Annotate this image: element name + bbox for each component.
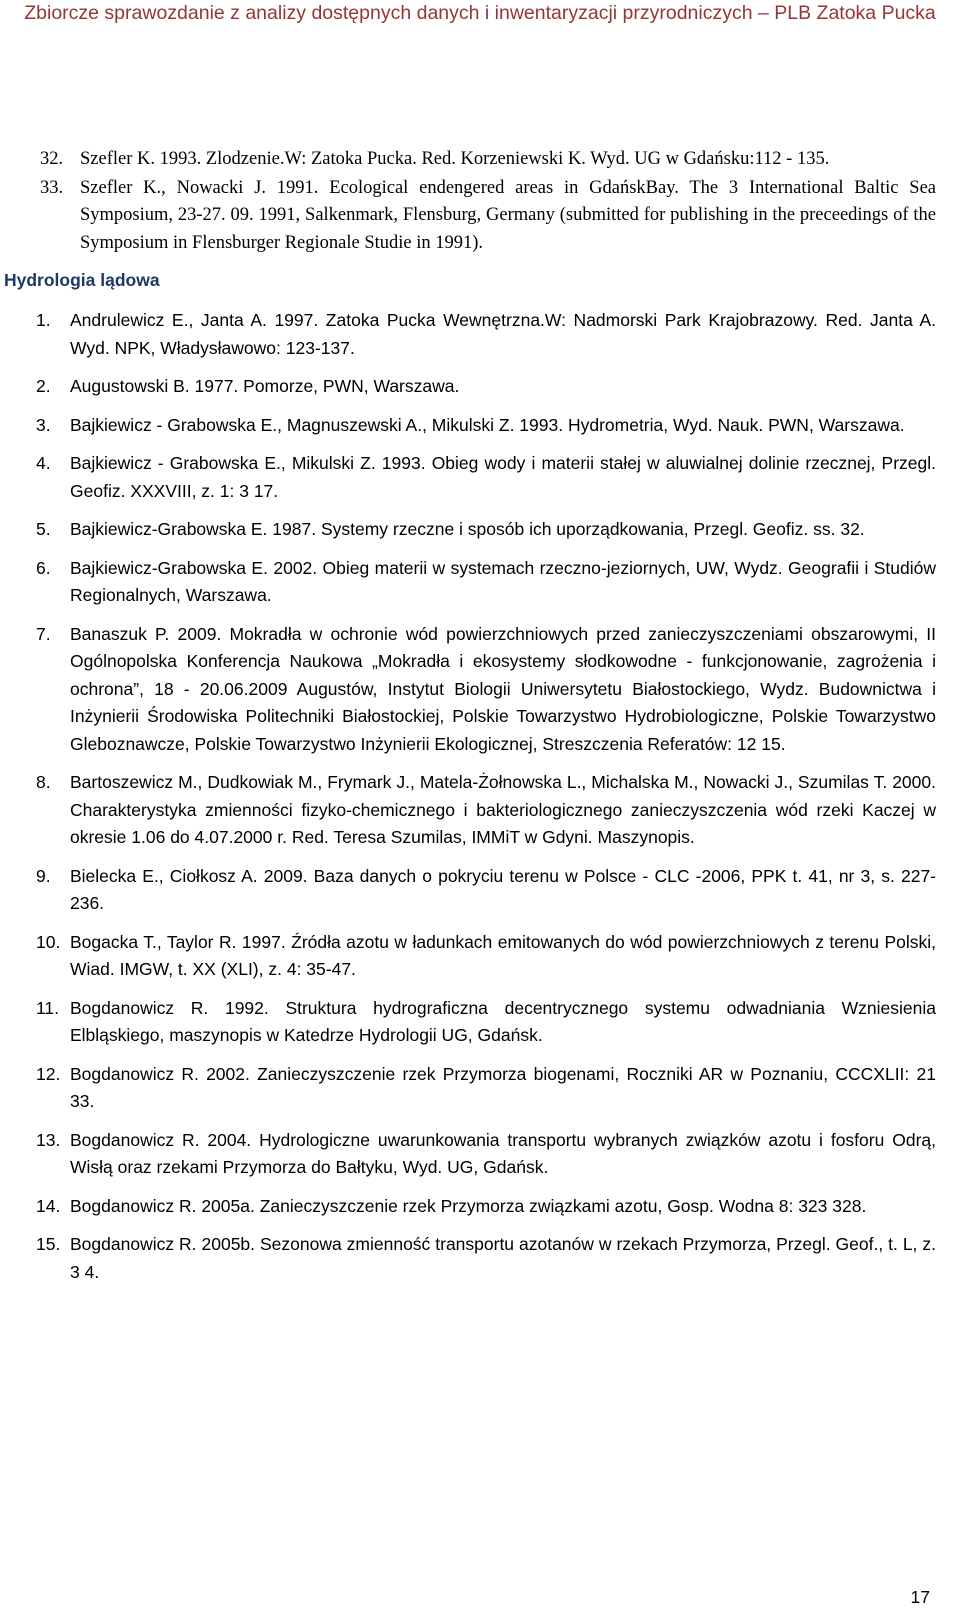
page-header: Zbiorcze sprawozdanie z analizy dostępnych danych i inwentaryzacji przyrodniczych – PLB Zatoka Pucka: [24, 2, 936, 24]
reference-text: Bogdanowicz R. 2004. Hydrologiczne uwarunkowania transportu wybranych związków azotu i fosforu Odrą, Wisłą oraz rzekami Przymorza do Bałtyku, Wyd. UG, Gdańsk.: [70, 1129, 936, 1177]
reference-text: Bielecka E., Ciołkosz A. 2009. Baza danych o pokryciu terenu w Polsce - CLC -2006, PPK t. 41, nr 3, s. 227-236.: [70, 865, 936, 913]
reference-item: [0, 1061, 960, 1116]
reference-number: 5.: [36, 519, 51, 539]
reference-item: [0, 863, 960, 918]
reference-text: Bartoszewicz M., Dudkowiak M., Frymark J., Matela-Żołnowska L., Michalska M., Nowacki J., Szumilas T. 2000. Charakterystyka zmienności fizyko-chemicznego i bakteriologicznego zanieczyszczenia wód rzeki Kaczej w okresie 1.06 do 4.07.2000 r. Red. Teresa Szumilas, IMMiT w Gdyni. Maszynopis.: [70, 772, 936, 847]
reference-number: 33.: [40, 177, 64, 198]
reference-text: Andrulewicz E., Janta A. 1997. Zatoka Pucka Wewnętrzna.W: Nadmorski Park Krajobrazowy. Red. Janta A. Wyd. NPK, Władysławowo: 123-137.: [70, 310, 936, 358]
reference-number: 1.: [36, 310, 51, 330]
reference-text: Szefler K. 1993. Zlodzenie.W: Zatoka Pucka. Red. Korzeniewski K. Wyd. UG w Gdańsku:112 - 135.: [80, 149, 830, 169]
reference-item: [0, 929, 960, 984]
reference-item: [0, 769, 960, 852]
reference-text: Bajkiewicz-Grabowska E. 1987. Systemy rzeczne i sposób ich uporządkowania, Przegl. Geofiz. ss. 32.: [70, 519, 865, 539]
reference-number: 32.: [40, 149, 64, 169]
reference-text: Banaszuk P. 2009. Mokradła w ochronie wód powierzchniowych przed zanieczyszczeniami obszarowymi, II Ogólnopolska Konferencja Naukowa „Mokradła i ekosystemy słodkowodne - funkcjonowanie, zagrożenia i ochrona”, 18 - 20.06.2009 Augustów, Instytut Biologii Uniwersytetu Białostockiego, Wydz. Budownictwa i Inżynierii Środowiska Politechniki Białostockiej, Polskie Towarzystwo Hydrobiologiczne, Polskie Towarzystwo Gleboznawcze, Polskie Towarzystwo Inżynierii Ekologicznej, Streszczenia Referatów: 12 15.: [70, 623, 936, 754]
reference-number: 10.: [36, 931, 61, 952]
reference-item: [0, 307, 960, 362]
reference-number: 9.: [36, 865, 51, 886]
reference-text: Bogdanowicz R. 2005b. Sezonowa zmienność transportu azotanów w rzekach Przymorza, Przegl. Geof., t. L, z. 3 4.: [70, 1234, 936, 1282]
reference-number: 12.: [36, 1063, 61, 1084]
reference-item: [0, 995, 960, 1050]
document-content: [0, 146, 960, 1286]
reference-number: 8.: [36, 772, 51, 792]
reference-text: Bajkiewicz-Grabowska E. 2002. Obieg materii w systemach rzeczno-jeziornych, UW, Wydz. Geografii i Studiów Regionalnych, Warszawa.: [70, 557, 936, 605]
reference-number: 14.: [36, 1195, 61, 1216]
reference-text: Bajkiewicz - Grabowska E., Magnuszewski A., Mikulski Z. 1993. Hydrometria, Wyd. Nauk. PWN, Warszawa.: [70, 414, 905, 435]
reference-number: 2.: [36, 376, 51, 396]
reference-number: 4.: [36, 453, 51, 473]
reference-item: [0, 516, 960, 544]
reference-number: 11.: [36, 997, 60, 1018]
reference-item: [0, 621, 960, 759]
reference-item: [0, 450, 960, 505]
page-number: 17: [910, 1587, 930, 1607]
section-heading: Hydrologia lądowa: [4, 270, 160, 290]
reference-text: Szefler K., Nowacki J. 1991. Ecological endengered areas in GdańskBay. The 3 International Baltic Sea Symposium, 23-27. 09. 1991, Salkenmark, Flensburg, Germany (submitted for publishing in the preceedings of the Symposium in Flensburger Regionale Studie in 1991).: [80, 177, 936, 253]
reference-text: Bogdanowicz R. 2005a. Zanieczyszczenie rzek Przymorza związkami azotu, Gosp. Wodna 8: 323 328.: [70, 1195, 867, 1216]
reference-item: [0, 1193, 960, 1221]
reference-number: 15.: [36, 1234, 61, 1254]
reference-text: Bajkiewicz - Grabowska E., Mikulski Z. 1993. Obieg wody i materii stałej w aluwialnej dolinie rzecznej, Przegl. Geofiz. XXXVIII, z. 1: 3 17.: [70, 453, 936, 501]
reference-item: [0, 412, 960, 440]
reference-number: 7.: [36, 623, 51, 644]
reference-item: [0, 555, 960, 610]
reference-text: Bogacka T., Taylor R. 1997. Źródła azotu w ładunkach emitowanych do wód powierzchniowych z terenu Polski, Wiad. IMGW, t. XX (XLI), z. 4: 35-47.: [70, 931, 936, 979]
reference-text: Augustowski B. 1977. Pomorze, PWN, Warszawa.: [70, 376, 460, 396]
reference-item: [0, 175, 960, 258]
reference-number: 13.: [36, 1129, 61, 1150]
reference-number: 6.: [36, 557, 51, 578]
reference-number: 3.: [36, 414, 51, 435]
reference-item: [0, 373, 960, 401]
reference-text: Bogdanowicz R. 1992. Struktura hydrograficzna decentrycznego systemu odwadniania Wzniesienia Elbląskiego, maszynopis w Katedrze Hydrologii UG, Gdańsk.: [70, 997, 936, 1045]
reference-item: [0, 1127, 960, 1182]
reference-text: Bogdanowicz R. 2002. Zanieczyszczenie rzek Przymorza biogenami, Roczniki AR w Poznaniu, CCCXLII: 21 33.: [70, 1063, 936, 1111]
reference-item: [0, 146, 960, 174]
reference-item: [0, 1231, 960, 1286]
